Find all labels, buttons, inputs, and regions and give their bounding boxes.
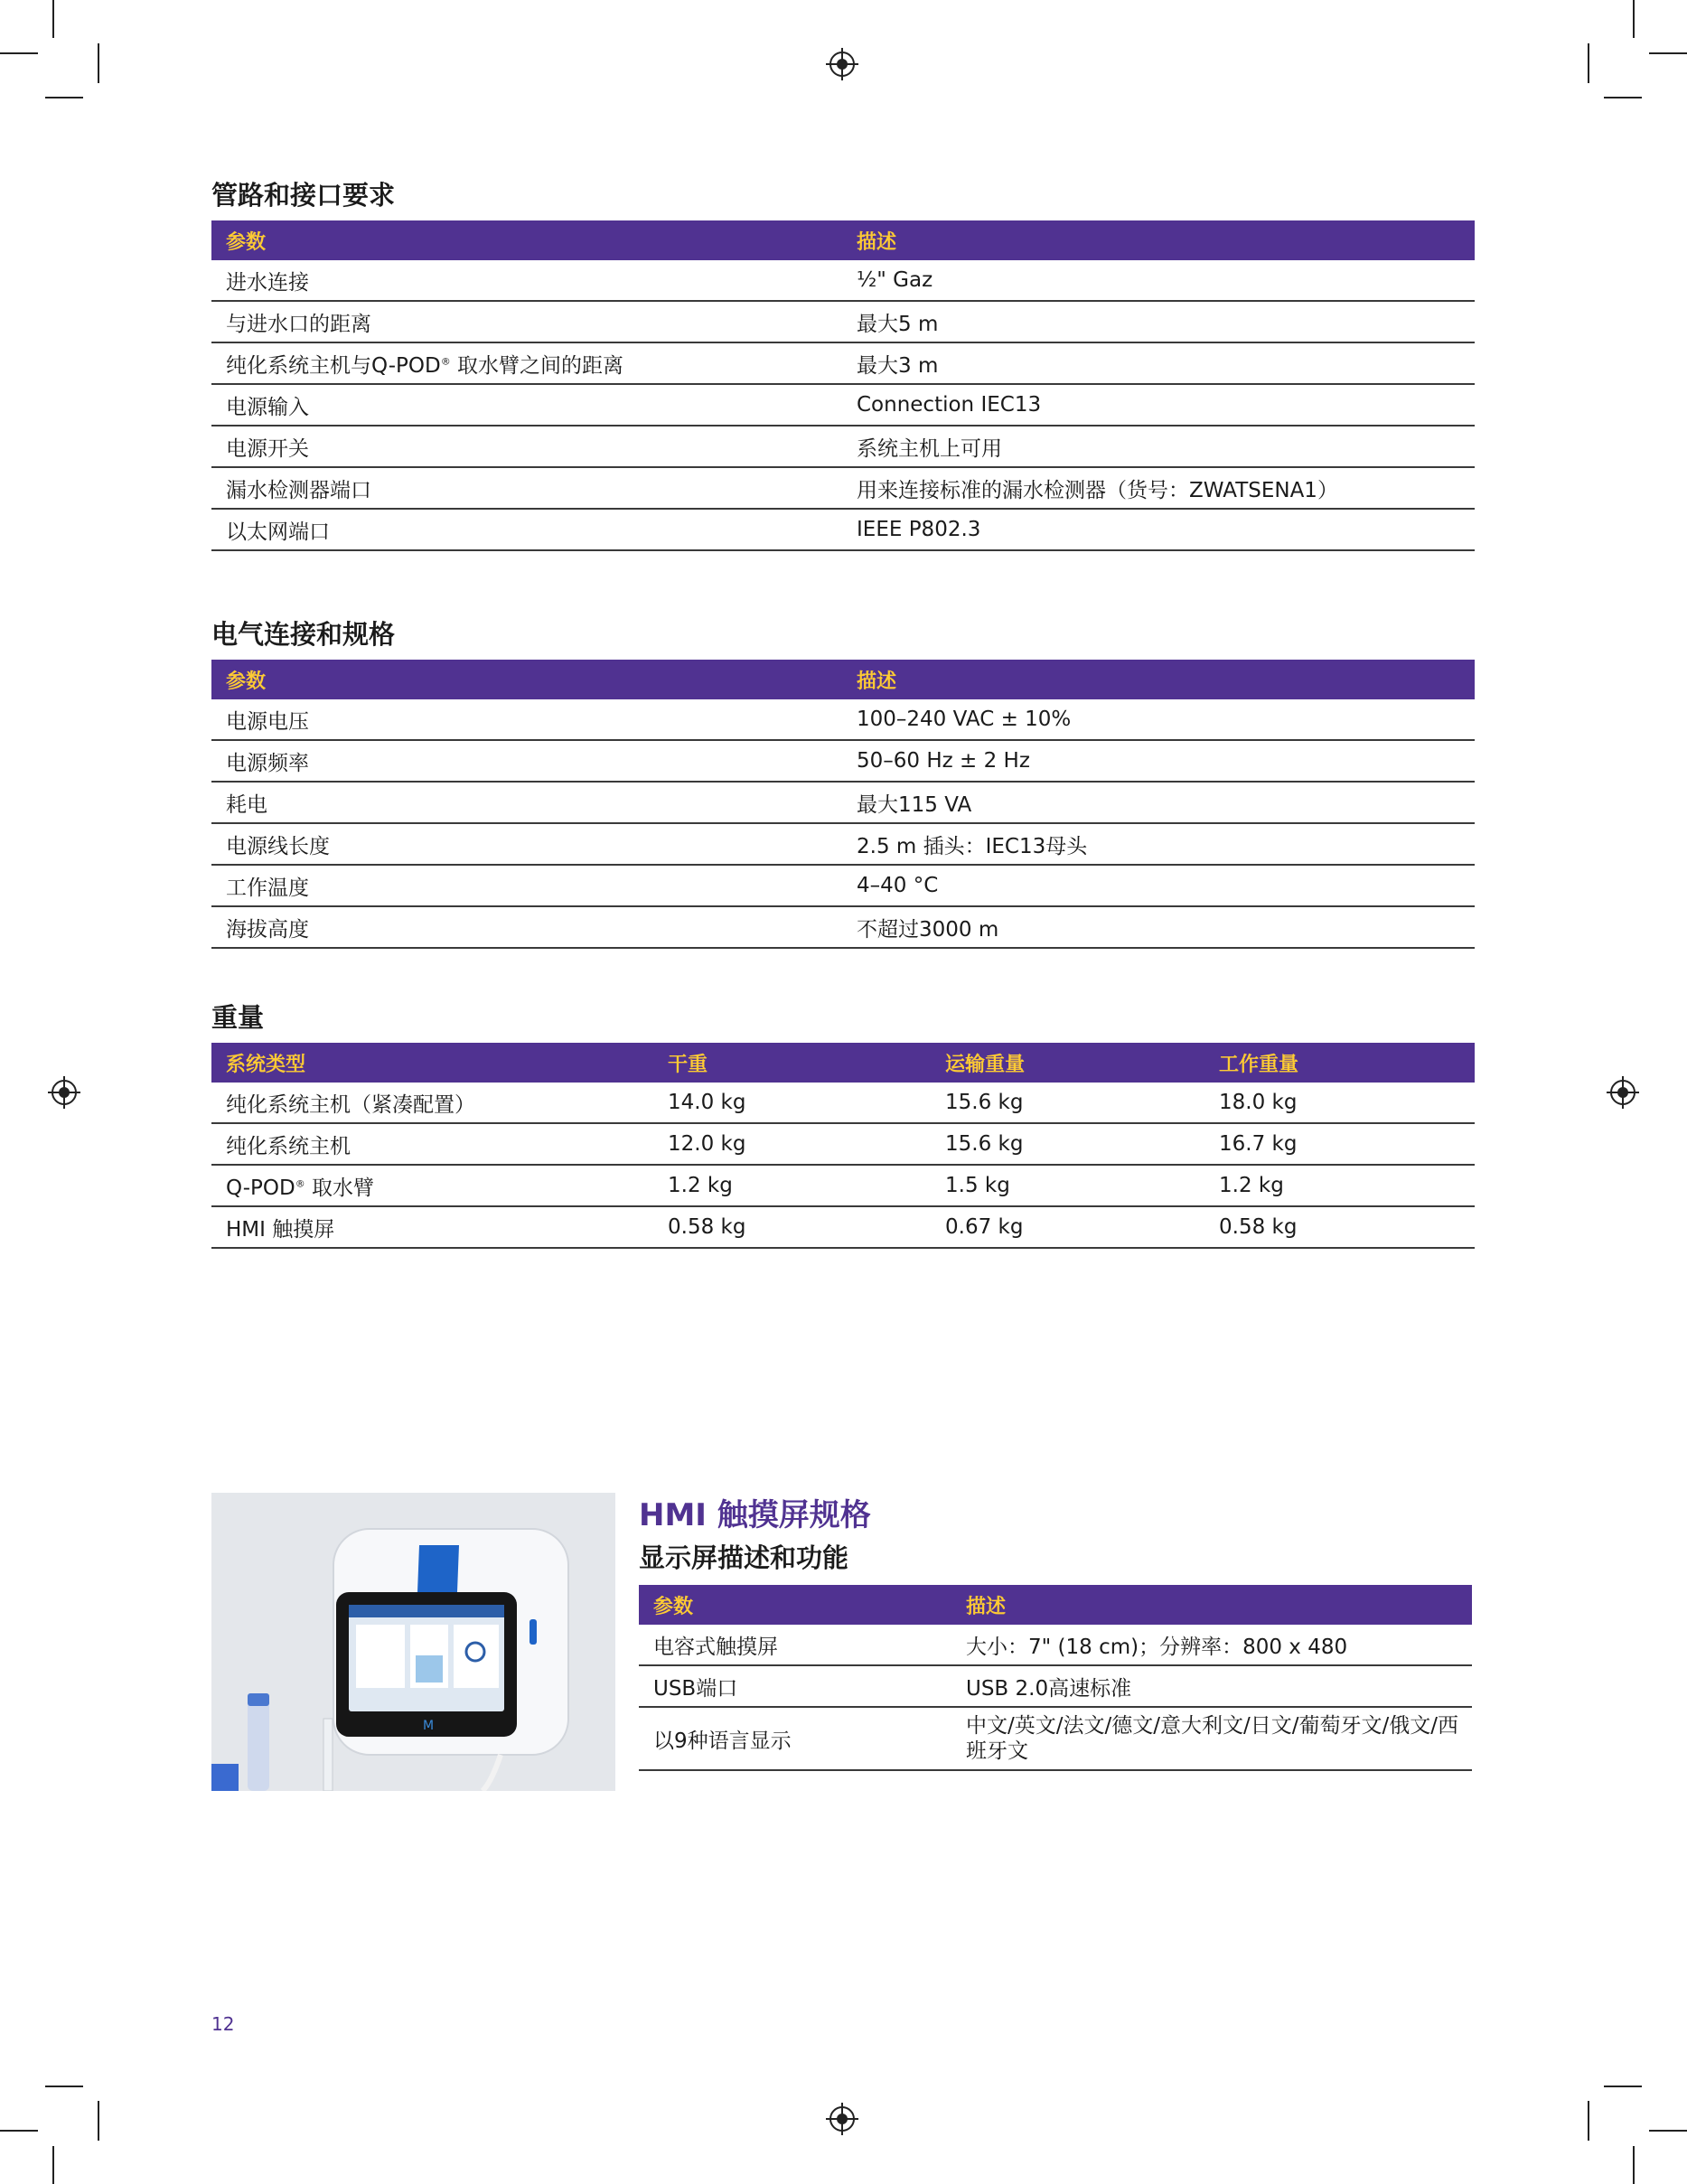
table-row [211,699,1475,740]
crop-mark [0,52,38,54]
table-row [211,1083,1475,1123]
description-cell: IEEE P802.3 [842,509,1475,550]
accent-tab [417,1545,459,1592]
parameter-cell: 耗电 [211,782,842,823]
system-type-cell: 纯化系统主机（紧凑配置） [211,1083,653,1123]
column-header: 参数 [211,660,842,699]
crop-mark [52,0,54,38]
crop-mark [1588,43,1589,83]
registration-mark-right [1610,1080,1635,1105]
parameter-cell: 工作温度 [211,865,842,906]
weight-section-title: 重量 [211,1002,265,1033]
description-cell: 最大115 VA [842,782,1475,823]
description-cell: 100–240 VAC ± 10% [842,699,1475,740]
parameter-cell: 电源频率 [211,740,842,782]
shipping-weight-cell: 1.5 kg [931,1165,1204,1206]
table-row [211,782,1475,823]
description-cell: 系统主机上可用 [842,426,1475,467]
crop-mark [1649,2130,1687,2132]
crop-mark [1604,97,1642,98]
shipping-weight-cell: 15.6 kg [931,1083,1204,1123]
crop-mark [1649,52,1687,54]
column-header: 参数 [639,1585,951,1625]
table-row [211,823,1475,865]
dry-weight-cell: 1.2 kg [653,1165,931,1206]
system-type-cell: HMI 触摸屏 [211,1206,653,1248]
plumbing-section-title: 管路和接口要求 [211,180,396,211]
table-row [211,906,1475,948]
parameter-cell: 漏水检测器端口 [211,467,842,509]
parameter-cell: 电容式触摸屏 [639,1625,951,1665]
parameter-cell: USB端口 [639,1665,951,1707]
crop-mark [45,97,83,98]
description-cell: USB 2.0高速标准 [951,1665,1472,1707]
column-header: 工作重量 [1204,1043,1475,1083]
table-header-row [211,1043,1475,1083]
column-header: 描述 [951,1585,1472,1625]
table-row [211,1206,1475,1248]
column-header: 系统类型 [211,1043,653,1083]
crop-mark [0,2130,38,2132]
hmi-section-subtitle: 显示屏描述和功能 [639,1542,849,1573]
table-row [211,740,1475,782]
table-row [639,1625,1472,1665]
system-type-cell: Q-POD® 取水臂 [211,1165,653,1206]
table-row [211,384,1475,426]
weight-table [211,1043,1475,1249]
registration-mark-bottom [829,2106,855,2132]
table-row [211,509,1475,550]
parameter-cell: 电源输入 [211,384,842,426]
table-header-row [211,660,1475,699]
table-row [211,1123,1475,1165]
system-type-cell: 纯化系统主机 [211,1123,653,1165]
crop-mark [52,2146,54,2184]
dry-weight-cell: 14.0 kg [653,1083,931,1123]
electrical-section-title: 电气连接和规格 [211,619,396,650]
description-cell: 2.5 m 插头：IEC13母头 [842,823,1475,865]
table-row [211,1165,1475,1206]
crop-mark [98,43,99,83]
description-cell: 中文/英文/法文/德文/意大利文/日文/葡萄牙文/俄文/西班牙文 [951,1707,1472,1770]
crop-mark [45,2086,83,2087]
hmi-device-photo [211,1493,615,1791]
hmi-table [639,1585,1472,1771]
registration-mark-top [829,52,855,77]
operating-weight-cell: 1.2 kg [1204,1165,1475,1206]
table-row [211,301,1475,342]
table-row [211,342,1475,384]
registered-mark: ® [295,1176,305,1189]
column-header: 描述 [842,660,1475,699]
description-cell: 不超过3000 m [842,906,1475,948]
operating-weight-cell: 0.58 kg [1204,1206,1475,1248]
column-header: 干重 [653,1043,931,1083]
description-cell: ½" Gaz [842,260,1475,301]
column-header: 描述 [842,220,1475,260]
parameter-cell: 电源开关 [211,426,842,467]
dry-weight-cell: 12.0 kg [653,1123,931,1165]
operating-weight-cell: 16.7 kg [1204,1123,1475,1165]
description-cell: 最大3 m [842,342,1475,384]
description-cell: 最大5 m [842,301,1475,342]
registration-mark-left [52,1080,77,1105]
parameter-cell: 纯化系统主机与Q-POD® 取水臂之间的距离 [211,342,842,384]
parameter-cell: 以9种语言显示 [639,1707,951,1770]
parameter-cell: 与进水口的距离 [211,301,842,342]
parameter-cell: 电源线长度 [211,823,842,865]
crop-mark [1633,0,1635,38]
description-cell: 50–60 Hz ± 2 Hz [842,740,1475,782]
table-row [211,467,1475,509]
description-cell: 大小：7" (18 cm)；分辨率：800 x 480 [951,1625,1472,1665]
table-row [639,1707,1472,1770]
crop-mark [98,2101,99,2141]
table-header-row [639,1585,1472,1625]
description-cell: 4–40 °C [842,865,1475,906]
column-header: 运输重量 [931,1043,1204,1083]
table-row [211,426,1475,467]
parameter-cell: 进水连接 [211,260,842,301]
shipping-weight-cell: 0.67 kg [931,1206,1204,1248]
svg-text:M: M [422,1719,435,1733]
crop-mark [1633,2146,1635,2184]
plumbing-table [211,220,1475,551]
column-header: 参数 [211,220,842,260]
operating-weight-cell: 18.0 kg [1204,1083,1475,1123]
hmi-device-illustration [211,1493,615,1791]
dry-weight-cell: 0.58 kg [653,1206,931,1248]
hmi-section-title: HMI 触摸屏规格 [639,1497,871,1533]
electrical-table [211,660,1475,949]
table-row [639,1665,1472,1707]
page-number: 12 [211,2013,235,2035]
description-cell: 用来连接标准的漏水检测器（货号：ZWATSENA1） [842,467,1475,509]
registered-mark: ® [440,354,451,367]
description-cell: Connection IEC13 [842,384,1475,426]
parameter-cell: 电源电压 [211,699,842,740]
parameter-cell: 海拔高度 [211,906,842,948]
table-row [211,865,1475,906]
crop-mark [1588,2101,1589,2141]
crop-mark [1604,2086,1642,2087]
table-row [211,260,1475,301]
table-header-row [211,220,1475,260]
parameter-cell: 以太网端口 [211,509,842,550]
shipping-weight-cell: 15.6 kg [931,1123,1204,1165]
